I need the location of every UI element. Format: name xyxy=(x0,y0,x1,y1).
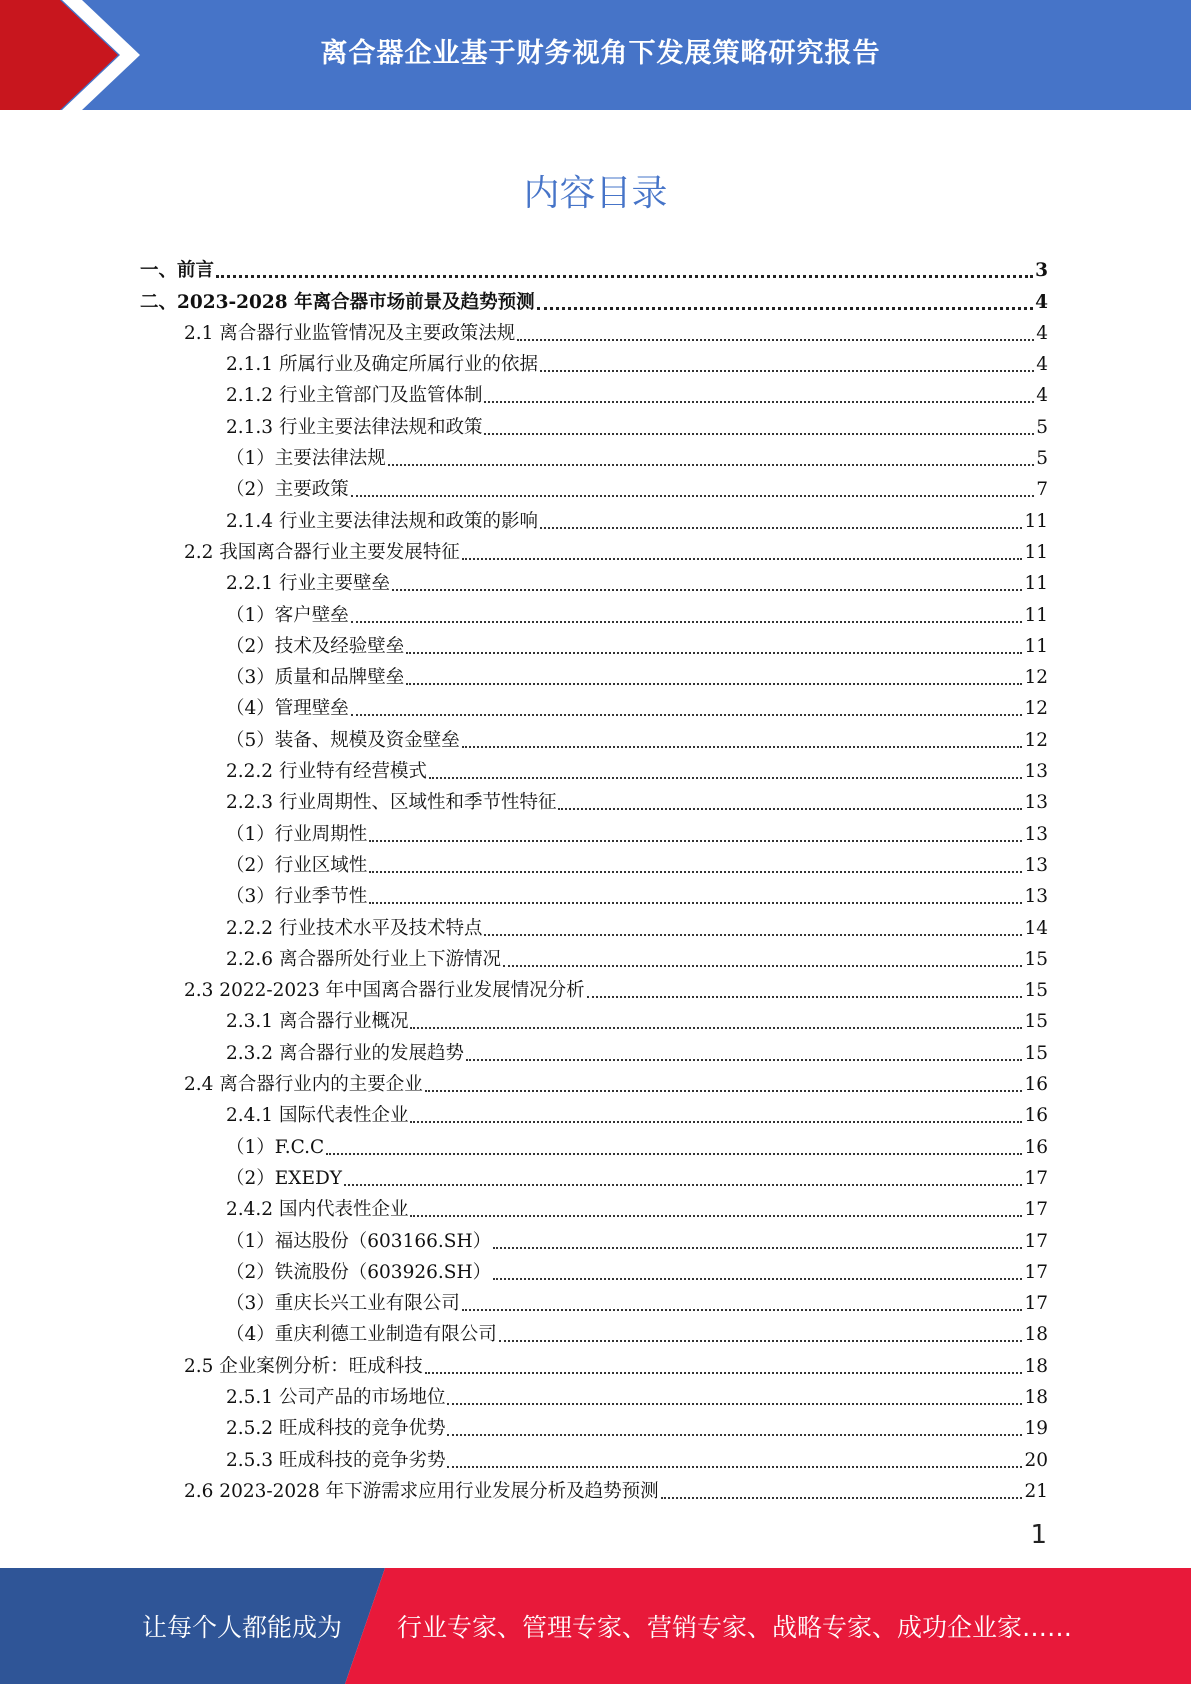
toc-entry-page: 5 xyxy=(1036,416,1048,438)
toc-entry-page: 13 xyxy=(1024,886,1048,908)
toc-entry-page: 15 xyxy=(1024,980,1048,1002)
toc-entry[interactable] xyxy=(140,756,1048,787)
toc-entry-page: 17 xyxy=(1024,1230,1048,1252)
toc-dot-leader xyxy=(484,385,1034,403)
toc-dot-leader xyxy=(462,1293,1023,1311)
toc-entry-label: 2.4.1 国际代表性企业 xyxy=(226,1105,409,1127)
toc-dot-leader xyxy=(462,542,1023,560)
toc-entry[interactable] xyxy=(140,1006,1048,1037)
toc-entry[interactable] xyxy=(140,568,1048,599)
toc-entry-label: （2）行业区域性 xyxy=(226,854,368,876)
toc-dot-leader xyxy=(540,354,1034,372)
toc-entry[interactable] xyxy=(140,411,1048,442)
toc-entry-label: （1）F.C.C xyxy=(226,1136,325,1158)
toc-entry[interactable] xyxy=(140,1069,1048,1100)
toc-entry-label: （3）重庆长兴工业有限公司 xyxy=(226,1293,460,1315)
toc-entry-page: 16 xyxy=(1024,1105,1048,1127)
toc-entry[interactable] xyxy=(140,818,1048,849)
toc-entry-label: 2.2.6 离合器所处行业上下游情况 xyxy=(226,948,501,970)
toc-title: 内容目录 xyxy=(523,173,668,214)
toc-dot-leader xyxy=(388,448,1034,466)
toc-dot-leader xyxy=(429,761,1022,779)
toc-entry-page: 12 xyxy=(1024,667,1048,689)
toc-dot-leader xyxy=(540,511,1022,529)
toc-entry[interactable] xyxy=(140,380,1048,411)
toc-dot-leader xyxy=(351,479,1034,497)
toc-entry-label: 2.2 我国离合器行业主要发展特征 xyxy=(184,541,460,563)
toc-dot-leader xyxy=(351,605,1023,623)
toc-entry-page: 11 xyxy=(1024,541,1048,563)
toc-entry-label: 2.3.2 离合器行业的发展趋势 xyxy=(226,1042,464,1064)
toc-entry-page: 7 xyxy=(1036,479,1048,501)
toc-entry-page: 18 xyxy=(1024,1386,1048,1408)
toc-entry-page: 11 xyxy=(1024,604,1048,626)
toc-dot-leader xyxy=(484,417,1034,435)
toc-entry-page: 13 xyxy=(1024,792,1048,814)
toc-entry[interactable] xyxy=(140,944,1048,975)
toc-entry-label: 二、2023-2028 年离合器市场前景及趋势预测 xyxy=(140,291,535,313)
toc-entry[interactable] xyxy=(140,1163,1048,1194)
toc-entry-label: 2.3.1 离合器行业概况 xyxy=(226,1011,409,1033)
toc-dot-leader xyxy=(517,323,1034,341)
toc-entry-label: （3）质量和品牌壁垒 xyxy=(226,667,405,689)
toc-entry[interactable] xyxy=(140,1194,1048,1225)
toc-entry[interactable] xyxy=(140,474,1048,505)
toc-entry-label: （2）主要政策 xyxy=(226,479,349,501)
header-title-wrap xyxy=(140,0,1191,100)
toc-entry[interactable] xyxy=(140,693,1048,724)
toc-entry[interactable] xyxy=(140,286,1048,317)
toc-dot-leader xyxy=(466,1043,1022,1061)
toc-entry[interactable] xyxy=(140,1350,1048,1381)
toc-entry-page: 16 xyxy=(1024,1136,1048,1158)
toc-dot-leader xyxy=(369,824,1022,842)
table-of-contents xyxy=(140,255,1048,1507)
toc-entry-label: （4）重庆利德工业制造有限公司 xyxy=(226,1324,497,1346)
toc-entry-page: 13 xyxy=(1024,823,1048,845)
page-header xyxy=(0,0,1191,110)
toc-dot-leader xyxy=(425,1074,1023,1092)
toc-entry[interactable] xyxy=(140,975,1048,1006)
toc-entry[interactable] xyxy=(140,318,1048,349)
toc-entry-label: 2.1.3 行业主要法律法规和政策 xyxy=(226,416,483,438)
toc-entry[interactable] xyxy=(140,537,1048,568)
page-footer xyxy=(0,1568,1191,1684)
toc-dot-leader xyxy=(493,1262,1022,1280)
toc-entry[interactable] xyxy=(140,255,1048,286)
toc-dot-leader xyxy=(406,667,1022,685)
toc-entry[interactable] xyxy=(140,1476,1048,1507)
toc-entry[interactable] xyxy=(140,850,1048,881)
toc-dot-leader xyxy=(344,1168,1022,1186)
toc-entry[interactable] xyxy=(140,1037,1048,1068)
toc-entry-page: 12 xyxy=(1024,698,1048,720)
toc-dot-leader xyxy=(406,636,1022,654)
toc-entry-label: 2.1.1 所属行业及确定所属行业的依据 xyxy=(226,354,538,376)
toc-entry-label: （1）福达股份（603166.SH） xyxy=(226,1230,492,1252)
toc-dot-leader xyxy=(369,855,1022,873)
toc-entry-label: 2.5.1 公司产品的市场地位 xyxy=(226,1386,446,1408)
toc-entry[interactable] xyxy=(140,1288,1048,1319)
toc-entry-label: 2.2.3 行业周期性、区域性和季节性特征 xyxy=(226,792,557,814)
toc-entry-page: 4 xyxy=(1036,354,1048,376)
header-arrow-graphic xyxy=(0,0,160,110)
toc-dot-leader xyxy=(537,291,1034,310)
toc-entry-label: （2）铁流股份（603926.SH） xyxy=(226,1261,492,1283)
toc-entry-label: 2.5.3 旺成科技的竞争劣势 xyxy=(226,1449,446,1471)
toc-entry-label: 2.4 离合器行业内的主要企业 xyxy=(184,1074,423,1096)
toc-entry-page: 20 xyxy=(1024,1449,1048,1471)
toc-dot-leader xyxy=(392,573,1022,591)
toc-entry[interactable] xyxy=(140,599,1048,630)
toc-entry[interactable] xyxy=(140,662,1048,693)
toc-entry-label: 一、前言 xyxy=(140,260,215,282)
toc-entry-label: 2.1.4 行业主要法律法规和政策的影响 xyxy=(226,510,538,532)
toc-entry[interactable] xyxy=(140,881,1048,912)
toc-dot-leader xyxy=(369,886,1022,904)
toc-entry-label: （4）管理壁垒 xyxy=(226,698,349,720)
toc-entry-page: 17 xyxy=(1024,1293,1048,1315)
toc-entry[interactable] xyxy=(140,631,1048,662)
toc-entry[interactable] xyxy=(140,1131,1048,1162)
toc-entry-label: 2.5 企业案例分析：旺成科技 xyxy=(184,1355,423,1377)
toc-dot-leader xyxy=(499,1324,1023,1342)
toc-entry-label: 2.3 2022-2023 年中国离合器行业发展情况分析 xyxy=(184,980,585,1002)
toc-dot-leader xyxy=(447,1418,1022,1436)
toc-entry[interactable] xyxy=(140,1319,1048,1350)
toc-entry-page: 18 xyxy=(1024,1324,1048,1346)
toc-dot-leader xyxy=(216,259,1033,278)
toc-entry-page: 5 xyxy=(1036,448,1048,470)
toc-entry-label: 2.6 2023-2028 年下游需求应用行业发展分析及趋势预测 xyxy=(184,1480,659,1502)
toc-entry-page: 11 xyxy=(1024,510,1048,532)
toc-entry-label: （2）技术及经验壁垒 xyxy=(226,635,405,657)
toc-entry[interactable] xyxy=(140,1413,1048,1444)
toc-dot-leader xyxy=(351,698,1023,716)
toc-entry[interactable] xyxy=(140,443,1048,474)
toc-dot-leader xyxy=(661,1481,1023,1499)
toc-dot-leader xyxy=(558,792,1022,810)
toc-entry-page: 21 xyxy=(1024,1480,1048,1502)
toc-entry-label: （1）主要法律法规 xyxy=(226,448,386,470)
page-number: 1 xyxy=(1030,1520,1047,1550)
toc-entry-label: 2.1.2 行业主管部门及监管体制 xyxy=(226,385,483,407)
toc-dot-leader xyxy=(410,1105,1022,1123)
toc-entry[interactable] xyxy=(140,1257,1048,1288)
toc-dot-leader xyxy=(462,730,1023,748)
toc-entry-label: （1）客户壁垒 xyxy=(226,604,349,626)
toc-entry-page: 18 xyxy=(1024,1355,1048,1377)
toc-entry-page: 4 xyxy=(1036,322,1048,344)
toc-entry-page: 15 xyxy=(1024,1042,1048,1064)
toc-entry-label: 2.2.2 行业技术水平及技术特点 xyxy=(226,917,483,939)
toc-entry[interactable] xyxy=(140,505,1048,536)
toc-entry[interactable] xyxy=(140,1444,1048,1475)
footer-slogan-right: 行业专家、管理专家、营销专家、战略专家、成功企业家…… xyxy=(397,1613,1073,1642)
toc-entry-page: 4 xyxy=(1036,385,1048,407)
toc-entry-page: 16 xyxy=(1024,1074,1048,1096)
toc-dot-leader xyxy=(326,1137,1022,1155)
toc-entry[interactable] xyxy=(140,1382,1048,1413)
toc-entry-label: 2.1 离合器行业监管情况及主要政策法规 xyxy=(184,322,516,344)
toc-dot-leader xyxy=(425,1356,1023,1374)
toc-entry-label: 2.5.2 旺成科技的竞争优势 xyxy=(226,1418,446,1440)
toc-dot-leader xyxy=(447,1450,1022,1468)
toc-entry-page: 17 xyxy=(1024,1261,1048,1283)
toc-entry-page: 19 xyxy=(1024,1418,1048,1440)
toc-entry-label: （5）装备、规模及资金壁垒 xyxy=(226,729,460,751)
footer-slogan-left: 让每个人都能成为 xyxy=(142,1613,343,1642)
toc-entry-page: 11 xyxy=(1024,573,1048,595)
toc-entry-page: 11 xyxy=(1024,635,1048,657)
toc-entry-page: 17 xyxy=(1024,1167,1048,1189)
toc-entry-page: 12 xyxy=(1024,729,1048,751)
toc-dot-leader xyxy=(503,949,1022,967)
toc-entry[interactable] xyxy=(140,349,1048,380)
toc-entry-page: 13 xyxy=(1024,854,1048,876)
toc-dot-leader xyxy=(447,1387,1022,1405)
toc-dot-leader xyxy=(410,1011,1022,1029)
toc-entry-page: 15 xyxy=(1024,948,1048,970)
toc-dot-leader xyxy=(484,918,1022,936)
toc-entry-page: 3 xyxy=(1035,260,1048,282)
toc-entry-label: 2.2.1 行业主要壁垒 xyxy=(226,573,390,595)
toc-entry[interactable] xyxy=(140,724,1048,755)
toc-dot-leader xyxy=(493,1231,1022,1249)
toc-dot-leader xyxy=(410,1199,1022,1217)
toc-entry[interactable] xyxy=(140,1225,1048,1256)
toc-entry-page: 17 xyxy=(1024,1199,1048,1221)
toc-entry-page: 14 xyxy=(1024,917,1048,939)
toc-entry-page: 4 xyxy=(1035,291,1048,313)
toc-entry-page: 15 xyxy=(1024,1011,1048,1033)
toc-entry[interactable] xyxy=(140,912,1048,943)
toc-entry[interactable] xyxy=(140,1100,1048,1131)
toc-entry[interactable] xyxy=(140,787,1048,818)
toc-entry-page: 13 xyxy=(1024,761,1048,783)
report-title: 离合器企业基于财务视角下发展策略研究报告 xyxy=(320,37,881,69)
toc-entry-label: （1）行业周期性 xyxy=(226,823,368,845)
toc-entry-label: （3）行业季节性 xyxy=(226,886,368,908)
toc-entry-label: 2.2.2 行业特有经营模式 xyxy=(226,761,427,783)
toc-entry-label: 2.4.2 国内代表性企业 xyxy=(226,1199,409,1221)
toc-entry-label: （2）EXEDY xyxy=(226,1167,342,1189)
toc-dot-leader xyxy=(587,980,1023,998)
